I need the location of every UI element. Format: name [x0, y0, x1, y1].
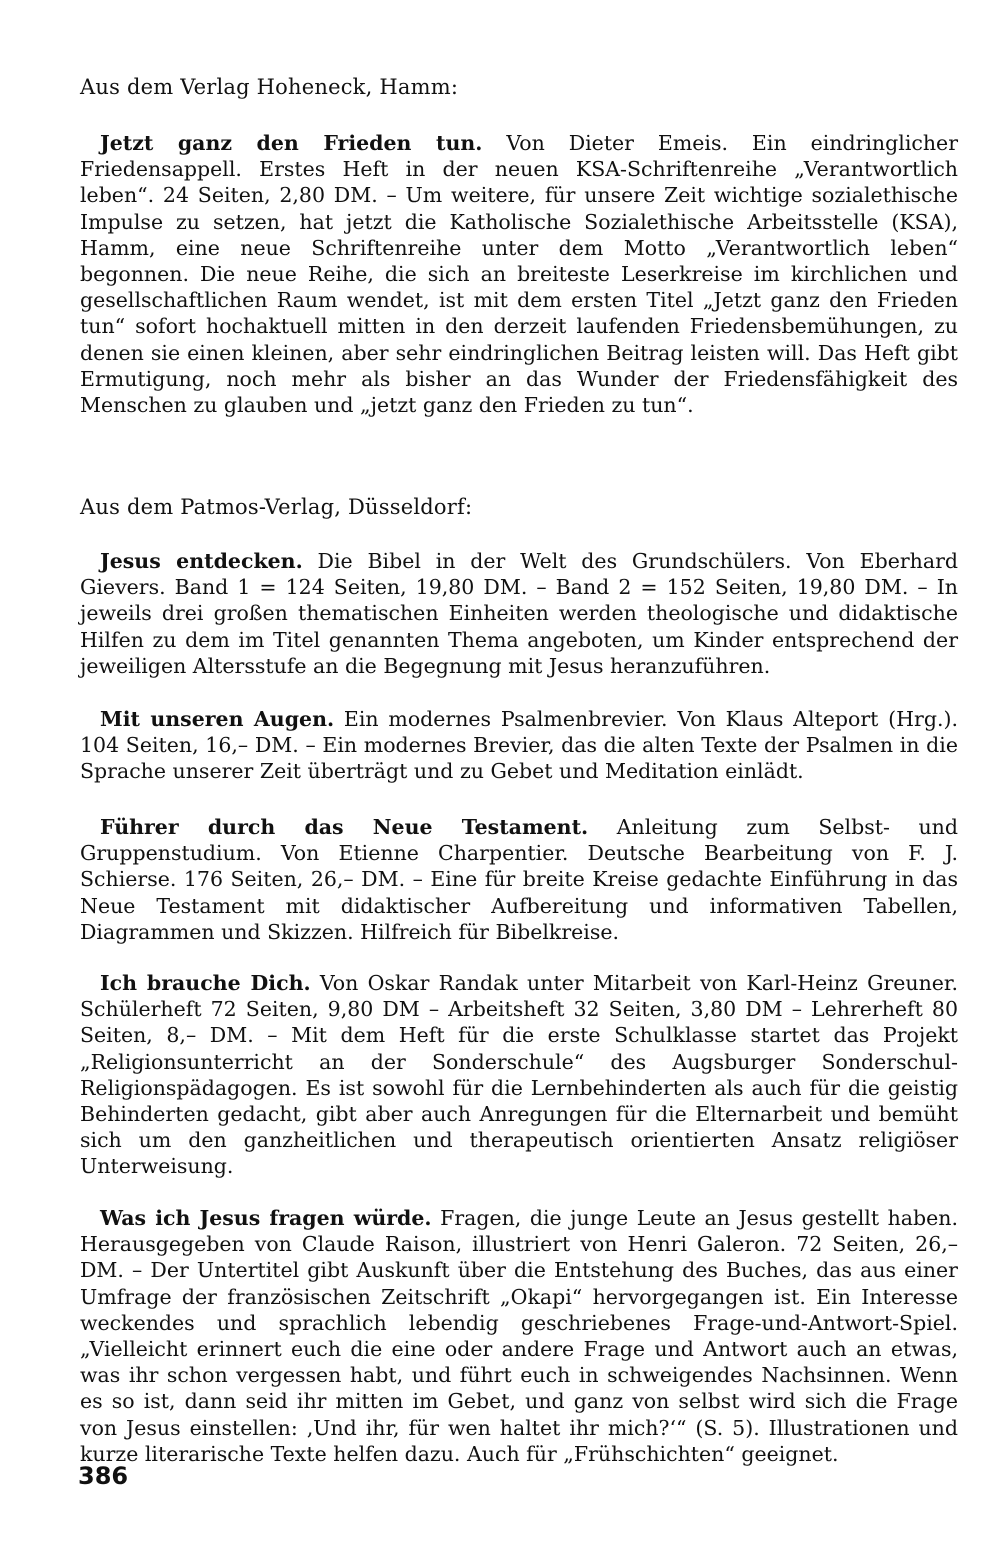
book-description: Von Oskar Randak unter Mitarbeit von Karl-Heinz Greuner. Schülerheft 72 Seiten, 9,80 DM – Arbeitsheft 32 Seiten, 3,80 DM – Lehrerheft 80 Seiten, 8,– DM. – Mit dem Heft für die erste Schulklasse startet das Projekt „Religionsunterricht an der Sonderschule“ des Augsburger Sonderschul-Religionspädagogen. Es ist sowohl für die Lernbehinderten als auch für die geistig Behinderten gedacht, gibt aber auch Anregungen für die Elternarbeit und bemüht sich um den ganzheitlichen und therapeutisch orientierten Ansatz religiöser Unterweisung.: [80, 971, 958, 1179]
book-description: Ein modernes Psalmenbrevier. Von Klaus Alteport (Hrg.). 104 Seiten, 16,– DM. – Ein modernes Brevier, das die alten Texte der Psalmen in die Sprache unserer Zeit überträgt und zu Gebet und Meditation einlädt.: [80, 707, 958, 784]
book-entry-jetzt-ganz-den-frieden-tun: [80, 130, 958, 418]
book-description: Fragen, die junge Leute an Jesus gestellt haben. Herausgegeben von Claude Raison, illustriert von Henri Galeron. 72 Seiten, 26,– DM. – Der Untertitel gibt Auskunft über die Entstehung des Buches, das aus einer Umfrage der französischen Zeitschrift „Okapi“ hervorgegangen ist. Ein Interesse weckendes und sprachlich lebendig geschriebenes Frage-und-Antwort-Spiel. „Vielleicht erinnert euch die eine oder andere Frage und Antwort auch an etwas, was ihr schon vergessen habt, und führt euch in schweigendes Nachsinnen. Wenn es so ist, dann seid ihr mitten im Gebet, und ganz von selbst wird sich die Frage von Jesus einstellen: ‚Und ihr, für wen haltet ihr mich?‘“ (S. 5). Illustrationen und kurze literarische Texte helfen dazu. Auch für „Frühschichten“ geeignet.: [80, 1206, 958, 1466]
book-entry-fuehrer-durch-das-neue-testament: [80, 814, 958, 945]
book-title: Was ich Jesus fragen würde.: [100, 1206, 432, 1230]
page-number: 386: [78, 1462, 129, 1490]
book-description: Von Dieter Emeis. Ein eindringlicher Friedensappell. Erstes Heft in der neuen KSA-Schriftenreihe „Verantwortlich leben“. 24 Seiten, 2,80 DM. – Um weitere, für unsere Zeit wichtige sozialethische Impulse zu setzen, hat jetzt die Katholische Sozialethische Arbeitsstelle (KSA), Hamm, eine neue Schriftenreihe unter dem Motto „Verantwortlich leben“ begonnen. Die neue Reihe, die sich an breiteste Leserkreise im kirchlichen und gesellschaftlichen Raum wendet, ist mit dem ersten Titel „Jetzt ganz den Frieden tun“ sofort hochaktuell mitten in den derzeit laufenden Friedensbemühungen, zu denen sie einen kleinen, aber sehr eindringlichen Beitrag leisten will. Das Heft gibt Ermutigung, noch mehr als bisher an das Wunder der Friedensfähigkeit des Menschen zu glauben und „jetzt ganz den Frieden zu tun“.: [80, 131, 958, 418]
book-entry-was-ich-jesus-fragen-wuerde: [80, 1205, 958, 1467]
book-description: Anleitung zum Selbst- und Gruppenstudium. Von Etienne Charpentier. Deutsche Bearbeitung von F. J. Schierse. 176 Seiten, 26,– DM. – Eine für breite Kreise gedachte Einführung in das Neue Testament mit didaktischer Aufbereitung und informativen Tabellen, Diagrammen und Skizzen. Hilfreich für Bibelkreise.: [80, 815, 958, 944]
section-heading-patmos: Aus dem Patmos-Verlag, Düsseldorf:: [80, 495, 473, 519]
book-entry-mit-unseren-augen: [80, 706, 958, 785]
book-title: Jetzt ganz den Frieden tun.: [100, 131, 483, 155]
section-heading-hoheneck: Aus dem Verlag Hoheneck, Hamm:: [80, 75, 459, 99]
book-title: Ich brauche Dich.: [100, 971, 311, 995]
book-title: Jesus entdecken.: [100, 549, 303, 573]
book-entry-ich-brauche-dich: [80, 970, 958, 1180]
book-title: Führer durch das Neue Testament.: [100, 815, 589, 839]
book-description: Die Bibel in der Welt des Grundschülers. Von Eberhard Gievers. Band 1 = 124 Seiten, 19,80 DM. – Band 2 = 152 Seiten, 19,80 DM. – In jeweils drei großen thematischen Einheiten werden theologische und didaktische Hilfen zu dem im Titel genannten Thema angeboten, um Kinder entsprechend der jeweiligen Altersstufe an die Begegnung mit Jesus heranzuführen.: [80, 549, 958, 678]
book-entry-jesus-entdecken: [80, 548, 958, 679]
book-title: Mit unseren Augen.: [100, 707, 335, 731]
